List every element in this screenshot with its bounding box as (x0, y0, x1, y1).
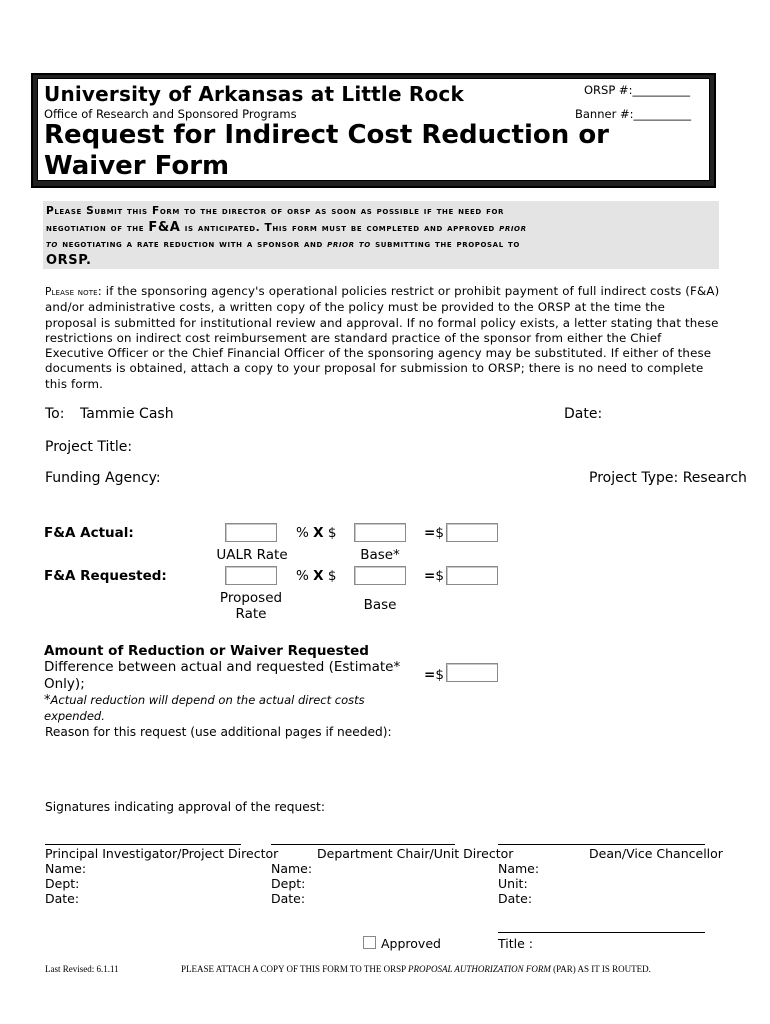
pi-date-label: Date: (45, 891, 80, 906)
chair-title: Department Chair/Unit Director (317, 846, 514, 861)
requested-base-field[interactable] (354, 566, 406, 585)
project-type: Project Type: Research (589, 470, 747, 486)
dean-unit-label: Unit: (498, 876, 528, 891)
ualr-rate-caption: UALR Rate (216, 547, 288, 563)
pi-name-label: Name: (45, 861, 87, 876)
chair-name-label: Name: (271, 861, 313, 876)
note-lead: Please note (45, 286, 98, 298)
approved-label: Approved (381, 936, 441, 951)
reduction-difference: Difference between actual and requested (Estimate* Only); (44, 659, 401, 692)
chair-signature-line[interactable] (271, 844, 455, 845)
funding-agency-label: Funding Agency: (45, 470, 161, 486)
reduction-footnote: *Actual reduction will depend on the actual direct costs expended. (44, 693, 365, 723)
requested-rate-times-base: % X $ (296, 568, 337, 584)
pi-signature-line[interactable] (45, 844, 241, 845)
project-title-label: Project Title: (45, 439, 133, 455)
reduction-heading: Amount of Reduction or Waiver Requested (44, 643, 369, 659)
reason-label: Reason for this request (use additional pages if needed): (45, 725, 392, 739)
project-type-value: Research (682, 470, 747, 486)
requested-equals: =$ (424, 568, 444, 584)
banner-number-label: Banner #:__________ (575, 107, 691, 121)
orsp-number-label: ORSP #:__________ (584, 83, 690, 97)
reduction-amount-field[interactable] (446, 663, 498, 682)
base-star-caption: Base* (360, 547, 400, 563)
title-label: Title : (498, 936, 533, 951)
dean-title: Dean/Vice Chancellor (589, 846, 723, 861)
note-body: : if the sponsoring agency's operational policies restrict or prohibit payment of full indirect costs (F&A) and/or administrative costs, a written copy of the policy must be provided to the ORSP at the time the proposal is submitted for institutional review and approval. If no formal policy exists, a letter stating that these restrictions on indirect cost reimbursement are standard practice of the sponsor from either the Chief Executive Officer or the Chief Financial Officer of the sponsoring agency may be substituted. If either of these documents is obtained, attach a copy to your proposal for submission to ORSP; there is no need to complete this form. (45, 284, 720, 391)
notice-line-3: to negotiating a rate reduction with a sponsor and prior to submitting the proposal to (46, 238, 520, 250)
chair-date-label: Date: (271, 891, 306, 906)
title-signature-line[interactable] (498, 932, 705, 933)
university-name: University of Arkansas at Little Rock (44, 82, 464, 106)
base-caption: Base (363, 597, 397, 613)
proposed-rate-field[interactable] (225, 566, 277, 585)
office-name: Office of Research and Sponsored Programs (44, 107, 297, 121)
policy-note (45, 284, 720, 392)
dean-name-label: Name: (498, 861, 540, 876)
signatures-intro: Signatures indicating approval of the request: (45, 800, 325, 814)
last-revised: Last Revised: 6.1.11 (45, 964, 119, 974)
rate-times-base: % X $ (296, 525, 337, 541)
form-title: Request for Indirect Cost Reduction or Waiver Form (44, 120, 610, 181)
dean-signature-line[interactable] (498, 844, 705, 845)
actual-total-field[interactable] (446, 523, 498, 542)
pi-dept-label: Dept: (45, 876, 80, 891)
chair-dept-label: Dept: (271, 876, 306, 891)
approved-checkbox[interactable] (363, 936, 376, 949)
to-label: To: (45, 406, 65, 422)
notice-line-1: Please Submit this Form to the director of orsp as soon as possible if the need for (46, 205, 505, 217)
dean-date-label: Date: (498, 891, 533, 906)
notice-line-2: negotiation of the F&A is anticipated. This form must be completed and approved prior (46, 219, 527, 235)
requested-total-field[interactable] (446, 566, 498, 585)
fa-requested-label: F&A Requested: (44, 568, 167, 584)
reduction-equals: =$ (424, 667, 444, 683)
notice-text (46, 203, 714, 269)
actual-base-field[interactable] (354, 523, 406, 542)
proposed-rate-caption: Proposed Rate (219, 590, 283, 622)
actual-equals: =$ (424, 525, 444, 541)
footer-instruction: PLEASE ATTACH A COPY OF THIS FORM TO THE ORSP PROPOSAL AUTHORIZATION FORM (PAR) AS IT IS ROUTED. (181, 964, 651, 974)
fa-actual-label: F&A Actual: (44, 525, 134, 541)
ualr-rate-field[interactable] (225, 523, 277, 542)
pi-title: Principal Investigator/Project Director (45, 846, 279, 861)
notice-line-4: ORSP. (46, 252, 92, 268)
date-label: Date: (564, 406, 603, 422)
to-value: Tammie Cash (80, 406, 174, 422)
